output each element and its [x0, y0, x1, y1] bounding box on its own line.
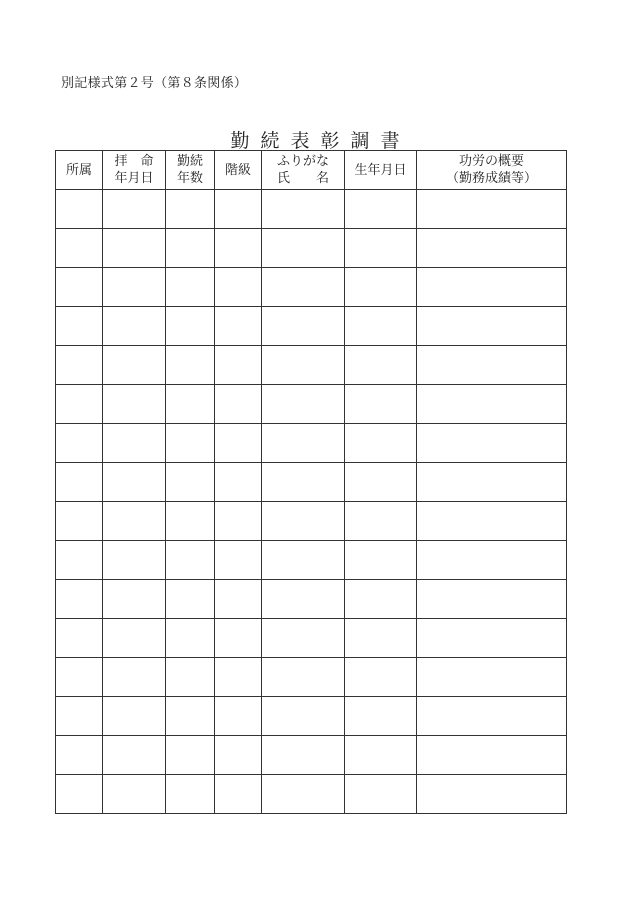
table-cell — [345, 775, 417, 814]
table-cell — [103, 229, 166, 268]
table-cell — [56, 385, 103, 424]
table-cell — [417, 775, 567, 814]
table-cell — [345, 619, 417, 658]
table-cell — [345, 190, 417, 229]
table-row — [56, 424, 567, 463]
table-row — [56, 385, 567, 424]
table-cell — [262, 736, 345, 775]
table-cell — [103, 775, 166, 814]
table-row — [56, 229, 567, 268]
header-merit-line2: （勤務成績等） — [445, 171, 537, 186]
header-name-line2: 氏 名 — [276, 171, 329, 186]
header-birth-date — [345, 151, 417, 190]
table-cell — [56, 307, 103, 346]
table-cell — [166, 736, 215, 775]
table-cell — [166, 190, 215, 229]
table-cell — [417, 346, 567, 385]
table-cell — [262, 619, 345, 658]
table-cell — [345, 268, 417, 307]
table-cell — [215, 736, 262, 775]
header-merit-summary — [417, 151, 567, 190]
table-row — [56, 658, 567, 697]
header-years-line1: 勤続 — [176, 154, 203, 169]
table-cell — [103, 463, 166, 502]
table-cell — [215, 307, 262, 346]
table-cell — [166, 619, 215, 658]
table-row — [56, 619, 567, 658]
table-cell — [56, 346, 103, 385]
table-cell — [103, 346, 166, 385]
table-cell — [262, 541, 345, 580]
table-cell — [417, 424, 567, 463]
table-cell — [215, 619, 262, 658]
table-cell — [417, 697, 567, 736]
table-cell — [345, 697, 417, 736]
table-cell — [215, 268, 262, 307]
header-affiliation-label: 所属 — [65, 162, 92, 178]
table-cell — [417, 580, 567, 619]
table-cell — [166, 346, 215, 385]
table-cell — [103, 697, 166, 736]
table-cell — [215, 697, 262, 736]
table-cell — [166, 424, 215, 463]
table-row — [56, 307, 567, 346]
table-cell — [103, 307, 166, 346]
table-cell — [262, 268, 345, 307]
table-cell — [215, 658, 262, 697]
header-name — [262, 151, 345, 190]
table-cell — [262, 229, 345, 268]
table-cell — [262, 658, 345, 697]
table-cell — [215, 580, 262, 619]
table-cell — [345, 346, 417, 385]
table-cell — [215, 229, 262, 268]
table-cell — [166, 385, 215, 424]
table-cell — [215, 541, 262, 580]
table-cell — [262, 307, 345, 346]
table-cell — [262, 190, 345, 229]
table-row — [56, 580, 567, 619]
table-body — [56, 190, 567, 814]
header-affiliation — [56, 151, 103, 190]
table-cell — [56, 541, 103, 580]
table-cell — [345, 502, 417, 541]
table-cell — [103, 190, 166, 229]
header-appointment-date — [103, 151, 166, 190]
table-cell — [166, 463, 215, 502]
table-cell — [215, 463, 262, 502]
table-cell — [262, 346, 345, 385]
table-cell — [56, 658, 103, 697]
table-cell — [56, 424, 103, 463]
table-cell — [417, 463, 567, 502]
table-cell — [56, 502, 103, 541]
table-cell — [103, 736, 166, 775]
header-years-line2: 年数 — [176, 171, 203, 186]
table-cell — [345, 229, 417, 268]
table-cell — [166, 502, 215, 541]
table-cell — [215, 190, 262, 229]
header-rank — [215, 151, 262, 190]
table-cell — [103, 268, 166, 307]
table-cell — [262, 424, 345, 463]
table-cell — [56, 775, 103, 814]
table-cell — [417, 619, 567, 658]
table-cell — [417, 229, 567, 268]
table-cell — [166, 307, 215, 346]
table-cell — [345, 385, 417, 424]
table-cell — [262, 697, 345, 736]
header-birth-date-label: 生年月日 — [354, 162, 407, 178]
header-years-of-service — [166, 151, 215, 190]
table-cell — [56, 190, 103, 229]
header-merit-line1: 功労の概要 — [458, 154, 524, 169]
table-cell — [345, 580, 417, 619]
table-row — [56, 463, 567, 502]
table-row — [56, 190, 567, 229]
table-header-row — [56, 151, 567, 190]
table-cell — [215, 775, 262, 814]
table-cell — [417, 658, 567, 697]
table-cell — [262, 463, 345, 502]
table-cell — [215, 424, 262, 463]
table-cell — [417, 541, 567, 580]
table-cell — [103, 541, 166, 580]
table-cell — [345, 736, 417, 775]
table-cell — [56, 268, 103, 307]
header-name-furigana: ふりがな — [276, 154, 329, 169]
table-cell — [345, 424, 417, 463]
table-cell — [166, 229, 215, 268]
table-row — [56, 775, 567, 814]
table-cell — [262, 385, 345, 424]
table-cell — [345, 541, 417, 580]
table-cell — [166, 541, 215, 580]
table-cell — [56, 463, 103, 502]
commendation-table — [55, 150, 567, 814]
table-row — [56, 502, 567, 541]
table-cell — [56, 229, 103, 268]
table-cell — [166, 775, 215, 814]
table-cell — [417, 736, 567, 775]
table-cell — [103, 580, 166, 619]
table-cell — [103, 502, 166, 541]
header-appointment-line1: 拝 命 — [114, 154, 154, 169]
header-appointment-line2: 年月日 — [114, 171, 154, 186]
table-cell — [166, 268, 215, 307]
table-row — [56, 697, 567, 736]
table-cell — [103, 424, 166, 463]
table-cell — [56, 736, 103, 775]
table-row — [56, 541, 567, 580]
header-rank-label: 階級 — [224, 162, 251, 178]
table-cell — [215, 346, 262, 385]
table-cell — [345, 463, 417, 502]
table-cell — [215, 502, 262, 541]
form-label: 別記様式第２号（第８条関係） — [61, 76, 248, 91]
table-cell — [103, 619, 166, 658]
table-cell — [417, 307, 567, 346]
table-cell — [417, 502, 567, 541]
table-row — [56, 346, 567, 385]
table-cell — [345, 307, 417, 346]
table-row — [56, 268, 567, 307]
table-cell — [166, 697, 215, 736]
table-cell — [166, 658, 215, 697]
table-cell — [215, 385, 262, 424]
table-row — [56, 736, 567, 775]
table-cell — [103, 658, 166, 697]
table-cell — [103, 385, 166, 424]
table-cell — [262, 775, 345, 814]
table-cell — [417, 385, 567, 424]
table-cell — [262, 580, 345, 619]
table-cell — [56, 580, 103, 619]
table-cell — [56, 619, 103, 658]
table-cell — [56, 697, 103, 736]
document-title: 勤続表彰調書 — [230, 130, 411, 152]
table-cell — [166, 580, 215, 619]
table-cell — [262, 502, 345, 541]
table-cell — [417, 268, 567, 307]
table-cell — [345, 658, 417, 697]
table-cell — [417, 190, 567, 229]
